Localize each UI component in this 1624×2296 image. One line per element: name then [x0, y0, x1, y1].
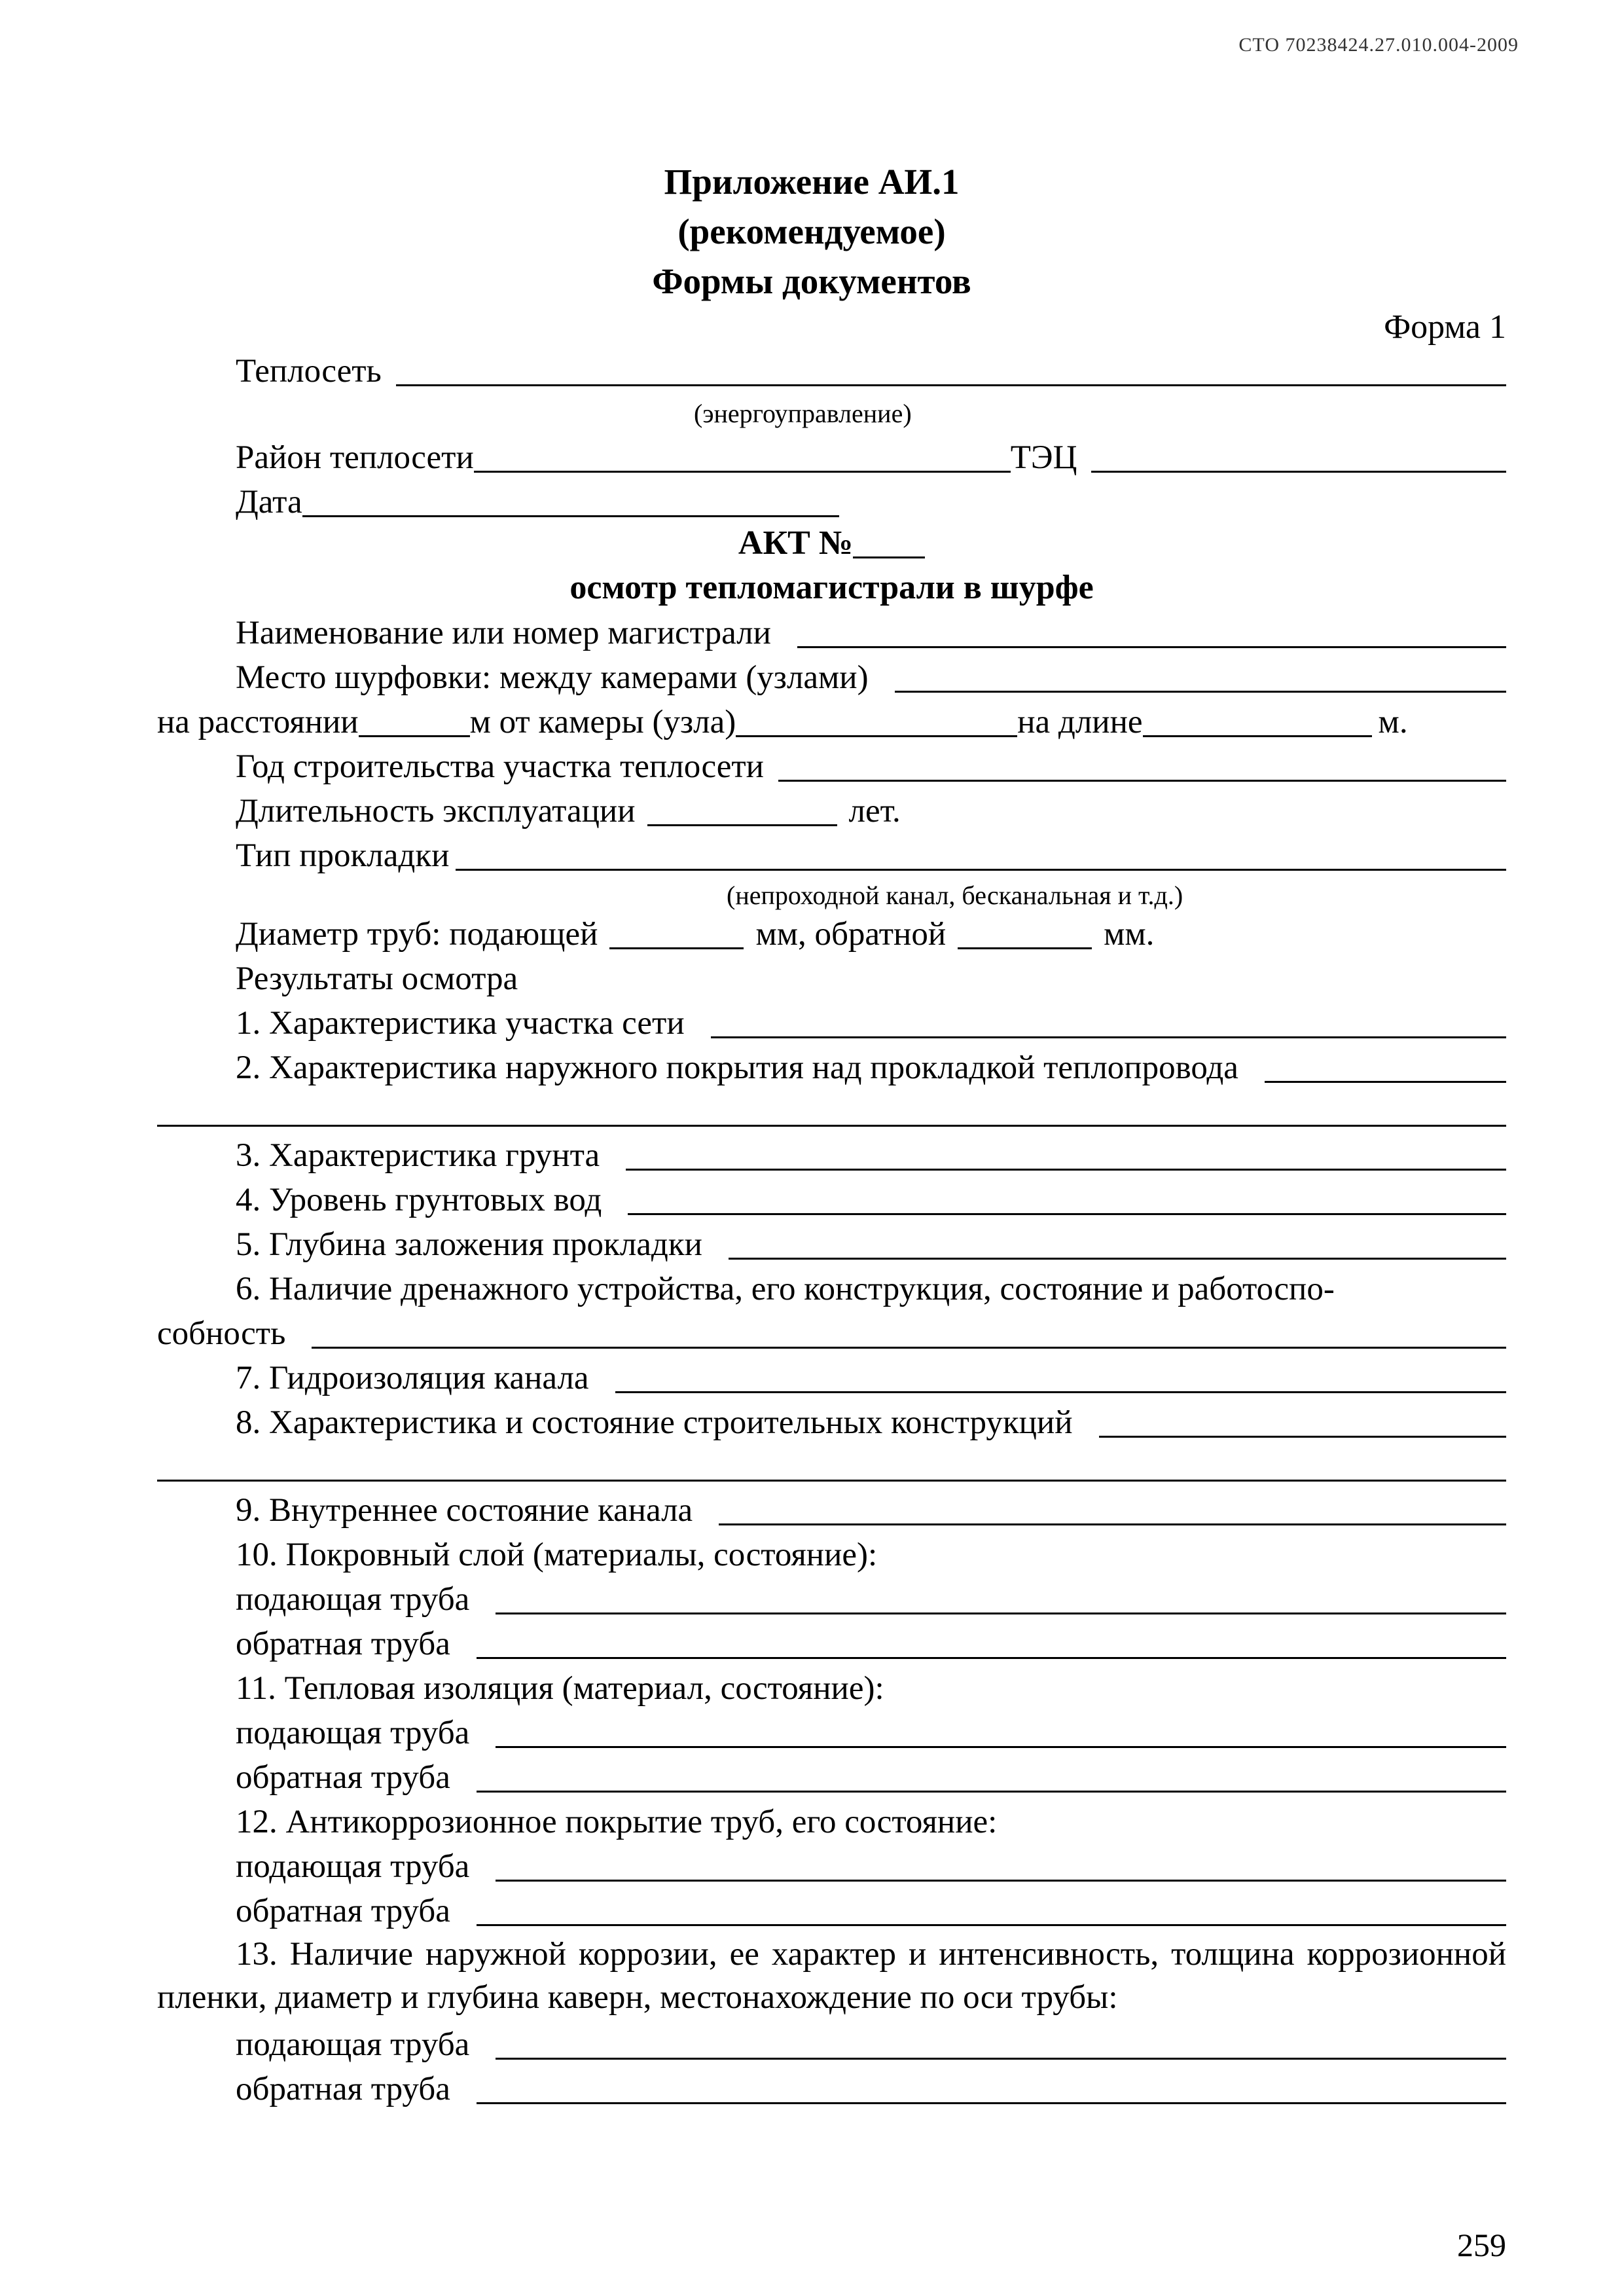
- result-8-continuation-field[interactable]: [157, 1480, 1506, 1482]
- result-10-label: 10. Покровный слой (материалы, состояние):: [236, 1537, 878, 1573]
- duration-unit: лет.: [848, 793, 901, 829]
- laying-label: Тип прокладки: [236, 837, 450, 874]
- result-10-return-field[interactable]: [477, 1626, 1506, 1659]
- rayon-field[interactable]: [474, 439, 1011, 473]
- return-pipe-label: обратная труба: [236, 1893, 450, 1929]
- result-9-row: [236, 1486, 1506, 1529]
- year-field[interactable]: [778, 748, 1506, 782]
- supply-pipe-label: подающая труба: [236, 2026, 470, 2063]
- result-11-row: [236, 1664, 1506, 1707]
- magistral-label: Наименование или номер магистрали: [236, 615, 771, 651]
- result-10-return-row: [236, 1620, 1506, 1663]
- length-label: на длине: [1017, 704, 1143, 740]
- result-10-row: [236, 1531, 1506, 1574]
- tec-label: ТЭЦ: [1010, 439, 1077, 476]
- rayon-label: Район теплосети: [236, 439, 474, 476]
- date-label: Дата: [236, 484, 302, 520]
- result-13-supply-row: [236, 2020, 1506, 2064]
- appendix-title: Приложение АИ.1: [664, 162, 960, 202]
- result-12-return-field[interactable]: [477, 1893, 1506, 1926]
- appendix-heading: Формы документов: [652, 261, 971, 301]
- result-1-row: [236, 999, 1506, 1042]
- act-number-label: АКТ №: [738, 524, 854, 562]
- document-code: СТО 70238424.27.010.004-2009: [1238, 34, 1519, 56]
- result-11-supply-row: [236, 1709, 1506, 1752]
- result-10-supply-field[interactable]: [496, 1581, 1506, 1614]
- result-13-return-field[interactable]: [477, 2071, 1506, 2104]
- duration-label: Длительность эксплуатации: [236, 793, 636, 829]
- distance-from-label: м от камеры (узла): [469, 704, 736, 740]
- form-number: Форма 1: [1384, 308, 1506, 346]
- supply-pipe-label: подающая труба: [236, 1581, 470, 1618]
- result-8-label: 8. Характеристика и состояние строительных конструкций: [236, 1404, 1073, 1441]
- result-13-label: 13. Наличие наружной коррозии, ее характер и интенсивность, толщина коррозионной пленки, диаметр и глубина каверн, местонахождение по оси трубы:: [157, 1936, 1506, 2016]
- diameter-label: Диаметр труб: подающей: [236, 916, 598, 953]
- appendix-subtitle: (рекомендуемое): [677, 211, 946, 251]
- return-pipe-label: обратная труба: [236, 2071, 450, 2107]
- result-5-row: [236, 1220, 1506, 1264]
- result-11-return-field[interactable]: [477, 1759, 1506, 1793]
- result-5-label: 5. Глубина заложения прокладки: [236, 1226, 702, 1263]
- result-2-row: [236, 1044, 1506, 1087]
- act-subject: осмотр тепломагистрали в шурфе: [569, 569, 1094, 606]
- result-13-supply-field[interactable]: [496, 2026, 1506, 2060]
- result-3-field[interactable]: [626, 1137, 1506, 1171]
- result-12-return-row: [236, 1887, 1506, 1930]
- result-2-field[interactable]: [1265, 1049, 1506, 1083]
- return-diameter-field[interactable]: [958, 916, 1092, 949]
- duration-field[interactable]: [647, 793, 837, 826]
- result-11-return-row: [236, 1753, 1506, 1796]
- result-7-field[interactable]: [615, 1360, 1506, 1393]
- distance-row: [157, 698, 1506, 741]
- return-pipe-label: обратная труба: [236, 1626, 450, 1662]
- result-9-field[interactable]: [719, 1492, 1506, 1525]
- length-field[interactable]: [1143, 704, 1372, 737]
- place-row: [236, 653, 1506, 697]
- magistral-field[interactable]: [797, 615, 1506, 648]
- results-heading: Результаты осмотра: [236, 960, 518, 997]
- distance-field[interactable]: [359, 704, 470, 737]
- results-row: [236, 955, 1506, 998]
- result-2-continuation-field[interactable]: [157, 1125, 1506, 1127]
- rayon-row: [236, 433, 1506, 477]
- chamber-field[interactable]: [736, 704, 1017, 737]
- laying-row: [236, 831, 1506, 875]
- result-4-row: [236, 1176, 1506, 1219]
- result-6-field[interactable]: [312, 1315, 1506, 1349]
- result-6-label: 6. Наличие дренажного устройства, его конструкция, состояние и работоспо-: [236, 1271, 1335, 1307]
- result-11-supply-field[interactable]: [496, 1715, 1506, 1748]
- teploset-label: Теплосеть: [236, 353, 382, 390]
- date-row: [236, 478, 1506, 521]
- length-unit: м.: [1378, 704, 1408, 740]
- result-6-continuation-row: [157, 1309, 1506, 1353]
- result-12-row: [236, 1798, 1506, 1841]
- laying-field[interactable]: [456, 837, 1506, 871]
- result-10-supply-row: [236, 1575, 1506, 1618]
- place-field[interactable]: [895, 659, 1506, 693]
- supply-diameter-field[interactable]: [609, 916, 744, 949]
- return-pipe-label: обратная труба: [236, 1759, 450, 1796]
- result-5-field[interactable]: [729, 1226, 1506, 1260]
- page-number: 259: [1457, 2227, 1506, 2263]
- laying-hint: (непроходной канал, бесканальная и т.д.): [727, 881, 1183, 910]
- year-label: Год строительства участка теплосети: [236, 748, 764, 785]
- diameter-unit: мм.: [1104, 916, 1155, 953]
- return-diameter-label: мм, обратной: [755, 916, 947, 953]
- duration-row: [236, 787, 1506, 830]
- result-3-row: [236, 1131, 1506, 1175]
- result-6-row: [236, 1265, 1506, 1308]
- distance-label: на расстоянии: [157, 704, 359, 740]
- act-number-field[interactable]: [853, 528, 925, 558]
- result-12-supply-row: [236, 1842, 1506, 1886]
- teploset-field[interactable]: [396, 353, 1506, 386]
- result-3-label: 3. Характеристика грунта: [236, 1137, 600, 1174]
- result-7-label: 7. Гидроизоляция канала: [236, 1360, 589, 1396]
- year-row: [236, 742, 1506, 786]
- act-title-row: [157, 524, 1506, 562]
- magistral-row: [236, 609, 1506, 652]
- date-field[interactable]: [302, 484, 839, 517]
- result-2-label: 2. Характеристика наружного покрытия над прокладкой теплопровода: [236, 1049, 1238, 1086]
- result-8-row: [236, 1398, 1506, 1442]
- supply-pipe-label: подающая труба: [236, 1715, 470, 1751]
- place-label: Место шурфовки: между камерами (узлами): [236, 659, 869, 696]
- teploset-hint: (энергоуправление): [694, 399, 912, 428]
- result-9-label: 9. Внутреннее состояние канала: [236, 1492, 693, 1529]
- result-12-supply-field[interactable]: [496, 1848, 1506, 1882]
- result-6-label-cont: собность: [157, 1315, 286, 1352]
- result-11-label: 11. Тепловая изоляция (материал, состояние):: [236, 1670, 884, 1707]
- diameter-row: [236, 910, 1506, 953]
- result-7-row: [236, 1354, 1506, 1397]
- result-1-label: 1. Характеристика участка сети: [236, 1005, 685, 1042]
- result-12-label: 12. Антикоррозионное покрытие труб, его состояние:: [236, 1804, 998, 1840]
- supply-pipe-label: подающая труба: [236, 1848, 470, 1885]
- result-8-field[interactable]: [1099, 1404, 1507, 1438]
- result-1-field[interactable]: [711, 1005, 1506, 1038]
- result-4-label: 4. Уровень грунтовых вод: [236, 1182, 602, 1218]
- result-4-field[interactable]: [628, 1182, 1506, 1215]
- teploset-row: [236, 347, 1506, 390]
- tec-field[interactable]: [1091, 439, 1506, 473]
- result-13-return-row: [236, 2065, 1506, 2108]
